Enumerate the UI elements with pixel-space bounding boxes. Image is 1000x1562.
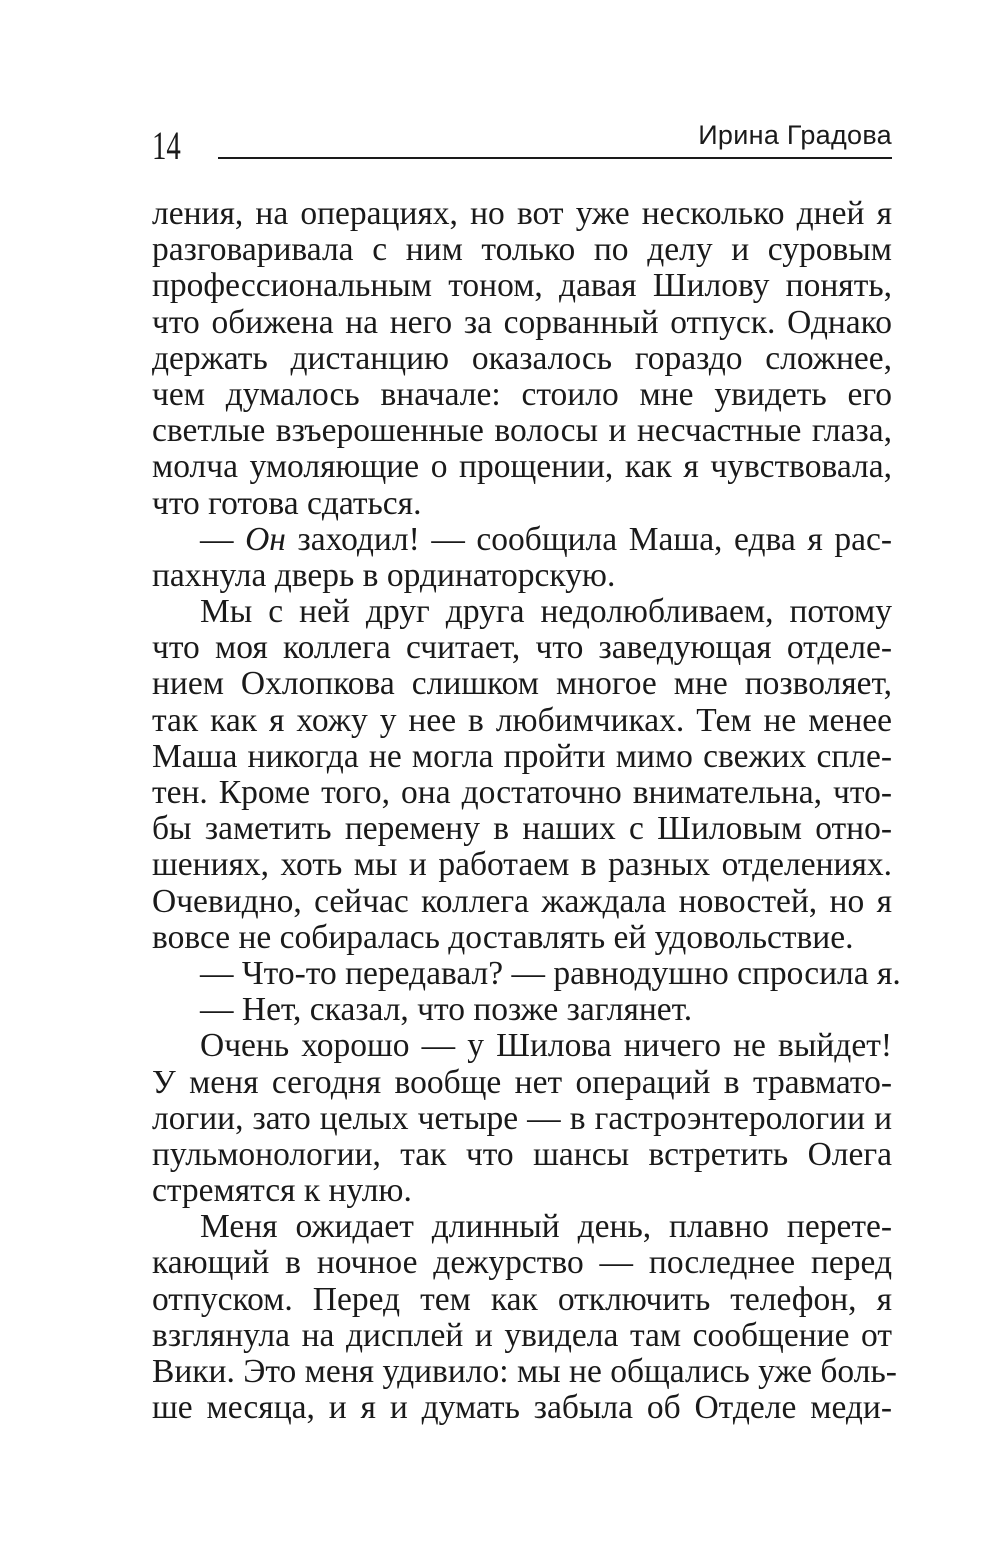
text-line: что обижена на него за сорванный отпуск. Однако — [152, 303, 892, 341]
text-line: отпуском. Перед тем как отключить телефон, я — [152, 1280, 892, 1318]
body-text — [152, 195, 901, 1427]
text-line: взглянула на дисплей и увидела там сообщение от — [152, 1316, 892, 1354]
text-line: держать дистанцию оказалось гораздо сложнее, — [152, 339, 892, 377]
text-line: молча умоляющие о прощении, как я чувствовала, — [152, 448, 892, 486]
text-line: так как я хожу у нее в любимчиках. Тем не менее — [152, 701, 892, 739]
text-line: разговаривала с ним только по делу и суровым — [152, 231, 892, 269]
text-line: ления, на операциях, но вот уже несколько дней я — [152, 195, 892, 232]
text-line: Очевидно, сейчас коллега жаждала новостей, но я — [152, 882, 892, 920]
text-line: У меня сегодня вообще нет операций в травмато- — [152, 1063, 892, 1101]
text-line: пахнула дверь в ординаторскую. — [152, 556, 616, 594]
text-line: ше месяца, и я и думать забыла об Отделе меди- — [152, 1389, 892, 1427]
text-line: Маша никогда не могла пройти мимо свежих спле- — [152, 737, 892, 775]
text-line: светлые взъерошенные волосы и несчастные глаза, — [152, 412, 892, 450]
text-line: что готова сдаться. — [152, 484, 422, 522]
text-line: Мы с ней друг друга недолюбливаем, потому — [200, 593, 892, 631]
text-line: кающий в ночное дежурство — последнее перед — [152, 1244, 892, 1282]
text-line: нием Охлопкова слишком многое мне позволяет, — [152, 665, 892, 703]
text-line: чем думалось вначале: стоило мне увидеть его — [152, 375, 892, 413]
page-number: 14 — [152, 123, 181, 168]
running-title: Ирина Градова — [698, 120, 892, 150]
text-line: — Что-то передавал? — равнодушно спросила я. — [200, 954, 901, 992]
page-header — [152, 118, 892, 168]
dash-prefix: — — [200, 520, 246, 558]
text-line: бы заметить перемену в наших с Шиловым отно- — [152, 810, 892, 848]
text-line: вовсе не собиралась доставлять ей удовольствие. — [152, 918, 854, 956]
text-line: профессиональным тоном, давая Шилову понять, — [152, 267, 892, 305]
text-line: Очень хорошо — у Шилова ничего не выйдет! — [200, 1027, 892, 1065]
text-line: что моя коллега считает, что заведующая отделе- — [152, 629, 892, 667]
text-line: шениях, хоть мы и работаем в разных отделениях. — [152, 846, 892, 884]
italic-word: Он — [245, 520, 286, 558]
header-rule — [218, 157, 892, 159]
line-rest: заходил! — сообщила Маша, едва я рас- — [285, 520, 892, 558]
text-line: пульмонологии, так что шансы встретить Олега — [152, 1135, 892, 1173]
text-line: — Нет, сказал, что позже заглянет. — [200, 991, 693, 1029]
text-line: тен. Кроме того, она достаточно внимательна, что- — [152, 774, 892, 811]
text-line: Вики. Это меня удивило: мы не общались уже боль- — [152, 1353, 897, 1390]
text-line: Меня ожидает длинный день, плавно перете- — [200, 1208, 892, 1246]
text-line: логии, зато целых четыре — в гастроэнтерологии и — [152, 1099, 892, 1137]
text-line — [152, 522, 892, 558]
text-line: стремятся к нулю. — [152, 1172, 412, 1210]
